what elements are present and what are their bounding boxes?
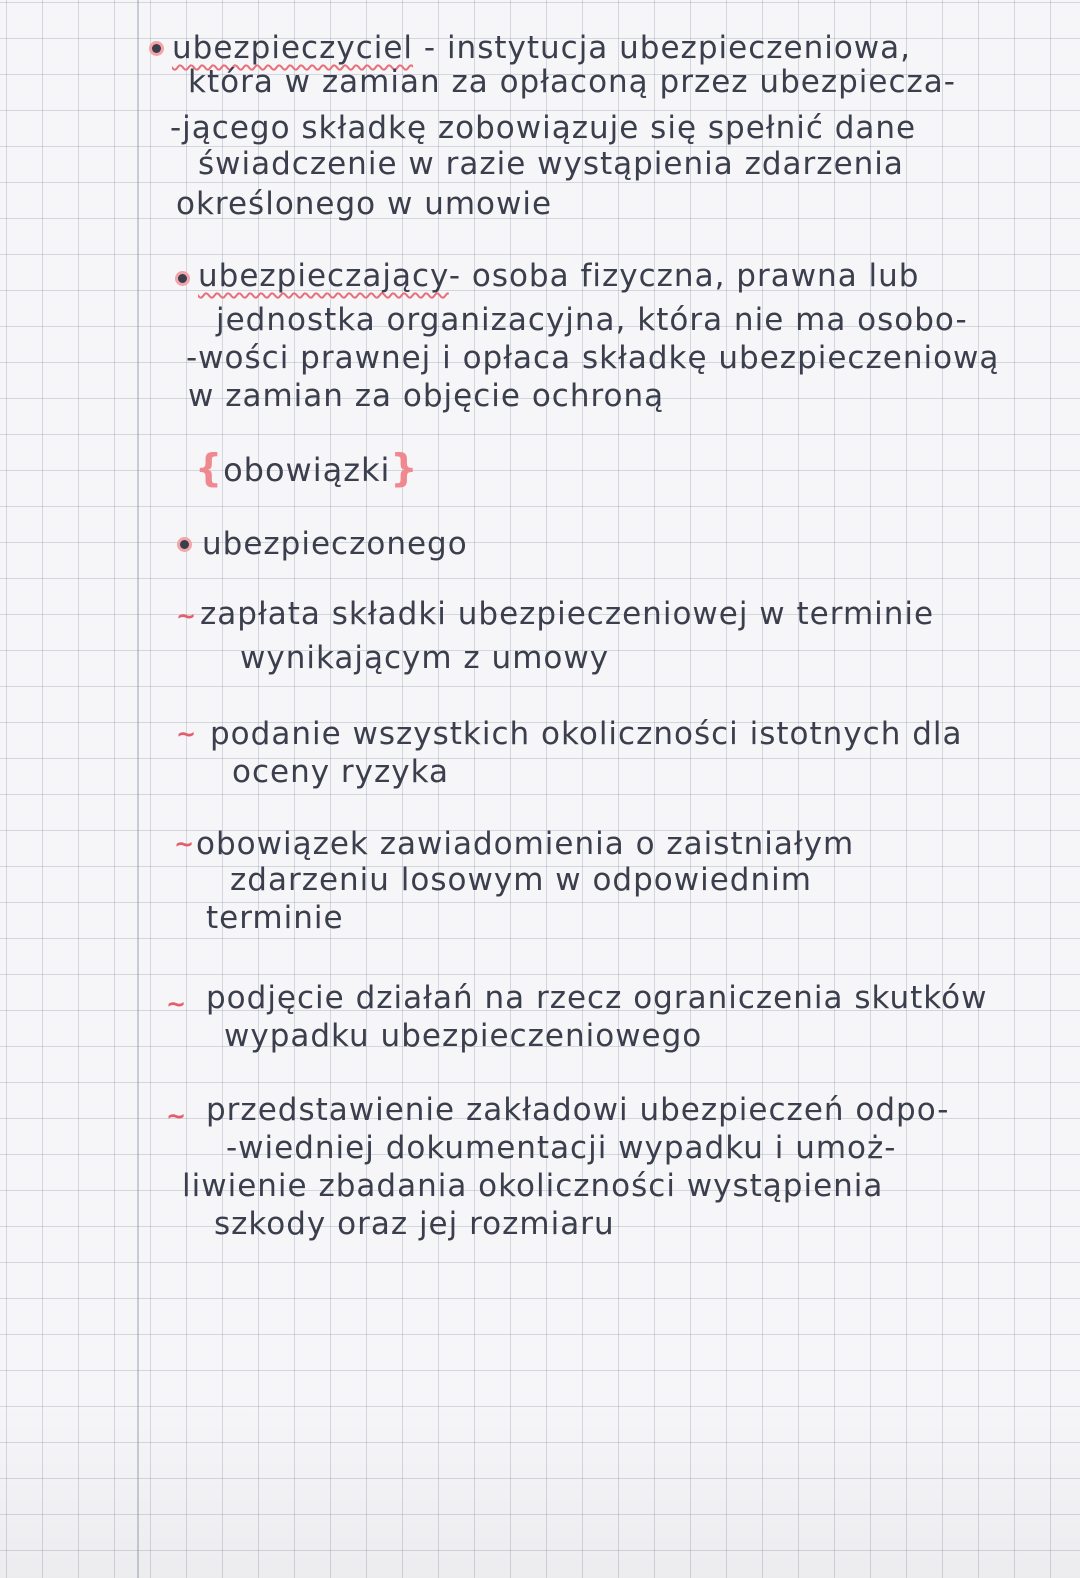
duty-4-line-1: podjęcie działań na rzecz ograniczenia skutków (206, 980, 988, 1016)
definition-1-line-3: -jącego składkę zobowiązuje się spełnić dane (170, 110, 917, 146)
duty-1-line-2: wynikającym z umowy (240, 640, 610, 676)
definition-2-line-4: w zamian za objęcie ochroną (188, 378, 665, 414)
tilde-dash-icon: ~ (166, 1102, 187, 1130)
subject-label: ubezpieczonego (202, 526, 468, 562)
definition-1-line-1: ubezpieczyciel - instytucja ubezpieczeniowa, (172, 30, 912, 66)
duty-2-line-1: podanie wszystkich okoliczności istotnych dla (210, 716, 963, 752)
duty-3-line-3: terminie (206, 900, 344, 936)
bullet-dot-icon (180, 540, 189, 549)
margin-line (137, 0, 139, 1578)
duty-2-line-2: oceny ryzyka (232, 754, 450, 790)
duty-3-line-2: zdarzeniu losowym w odpowiednim (230, 862, 812, 898)
bullet-dot-icon (152, 44, 161, 53)
definition-1-line-2: która w zamian za opłaconą przez ubezpiecza- (188, 64, 956, 100)
duty-5-line-3: liwienie zbadania okoliczności wystąpienia (182, 1168, 884, 1204)
term-ubezpieczajacy: ubezpieczający (198, 258, 449, 294)
duty-5-line-4: szkody oraz jej rozmiaru (214, 1206, 615, 1242)
duty-5-line-2: -wiedniej dokumentacji wypadku i umoż- (226, 1130, 897, 1166)
definition-2-line-2: jednostka organizacyjna, która nie ma osobo- (216, 302, 968, 338)
definition-1-line-5: określonego w umowie (176, 186, 553, 222)
heading-text: obowiązki (223, 451, 391, 489)
brace-close: } (390, 446, 419, 490)
tilde-dash-icon: ~ (166, 990, 187, 1018)
duty-4-line-2: wypadku ubezpieczeniowego (224, 1018, 703, 1054)
tilde-dash-icon: ~ (176, 720, 197, 748)
duty-5-line-1: przedstawienie zakładowi ubezpieczeń odpo- (206, 1092, 950, 1128)
definition-1-line-4: świadczenie w razie wystąpienia zdarzenia (198, 146, 904, 182)
duty-3-line-1: obowiązek zawiadomienia o zaistniałym (196, 826, 855, 862)
tilde-dash-icon: ~ (176, 602, 197, 630)
term-ubezpieczyciel: ubezpieczyciel (172, 30, 414, 66)
bullet-dot-icon (178, 274, 187, 283)
tilde-dash-icon: ~ (174, 830, 195, 858)
section-heading (195, 448, 418, 490)
duty-1-line-1: zapłata składki ubezpieczeniowej w terminie (200, 596, 935, 632)
definition-2-line-3: -wości prawnej i opłaca składkę ubezpieczeniową (186, 340, 1000, 376)
definition-2-line-1: ubezpieczający- osoba fizyczna, prawna lub (198, 258, 920, 294)
brace-open: { (195, 446, 224, 490)
